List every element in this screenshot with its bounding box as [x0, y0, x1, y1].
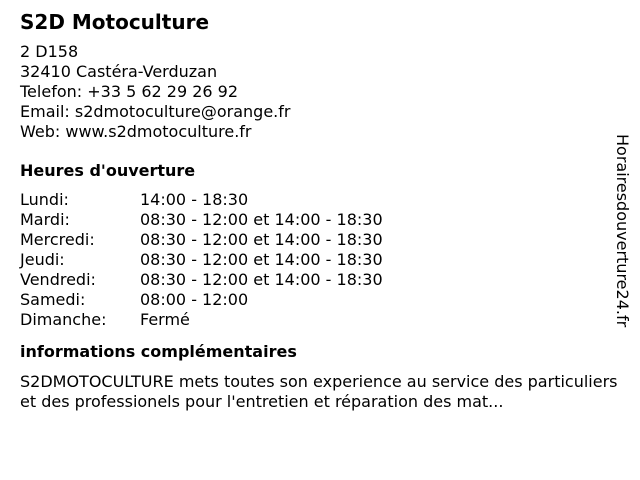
web-line: Web: www.s2dmotoculture.fr: [20, 122, 252, 141]
hours-day: Lundi:: [20, 190, 69, 209]
hours-time: 14:00 - 18:30: [140, 190, 249, 209]
hours-day: Dimanche:: [20, 310, 107, 329]
business-name: S2D Motoculture: [20, 10, 210, 34]
hours-time: 08:00 - 12:00: [140, 290, 249, 309]
hours-title: Heures d'ouverture: [20, 161, 196, 180]
contact-block: [20, 42, 630, 142]
address-line-1: 2 D158: [20, 42, 79, 61]
hours-row-wednesday: [20, 230, 630, 250]
hours-row-thursday: [20, 250, 630, 270]
hours-time: 08:30 - 12:00 et 14:00 - 18:30: [140, 250, 383, 269]
hours-day: Samedi:: [20, 290, 86, 309]
hours-time: 08:30 - 12:00 et 14:00 - 18:30: [140, 210, 383, 229]
address-line-2: 32410 Castéra-Verduzan: [20, 62, 218, 81]
email-line: Email: s2dmotoculture@orange.fr: [20, 102, 291, 121]
info-title: informations complémentaires: [20, 342, 297, 361]
phone-line: Telefon: +33 5 62 29 26 92: [20, 82, 239, 101]
hours-row-saturday: [20, 290, 630, 310]
business-card: [20, 8, 630, 412]
hours-time: 08:30 - 12:00 et 14:00 - 18:30: [140, 230, 383, 249]
hours-row-monday: [20, 190, 630, 210]
hours-time: 08:30 - 12:00 et 14:00 - 18:30: [140, 270, 383, 289]
hours-day: Jeudi:: [20, 250, 65, 269]
hours-list: [20, 190, 630, 330]
info-text: S2DMOTOCULTURE mets toutes son experience au service des particuliers et des professionels pour l'entretien et réparation des mat...: [20, 372, 618, 411]
hours-day: Mercredi:: [20, 230, 95, 249]
hours-day: Mardi:: [20, 210, 70, 229]
side-brand-text: Horairesdouverture24.fr: [613, 134, 632, 328]
hours-row-tuesday: [20, 210, 630, 230]
hours-day: Vendredi:: [20, 270, 96, 289]
hours-time: Fermé: [140, 310, 190, 329]
hours-row-friday: [20, 270, 630, 290]
hours-row-sunday: [20, 310, 630, 330]
